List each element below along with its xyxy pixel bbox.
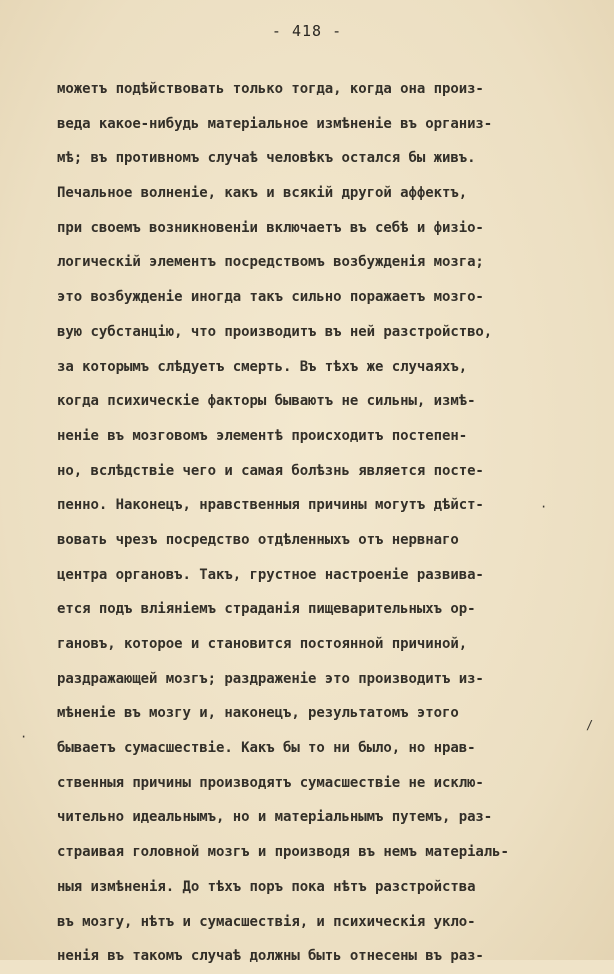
text-line: ненiя въ такомъ случаѣ должны быть отнесены въ раз- [57,948,484,965]
text-line: вовать чрезъ посредство отдѣленныхъ отъ нервнаго [57,531,459,548]
text-line: страивая головной мозгъ и производя въ немъ матерiаль- [57,844,509,861]
body-text [57,72,577,974]
text-line: когда психическiе факторы бываютъ не сильны, измѣ- [57,393,476,410]
text-line: бываетъ сумасшествiе. Какъ бы то ни было, но нрав- [57,740,476,757]
text-line: чительно идеальнымъ, но и матерiальнымъ путемъ, раз- [57,809,493,826]
text-line: мѣ; въ противномъ случаѣ человѣкъ остался бы живъ. [57,150,476,167]
text-line: гановъ, которое и становится постоянной причиной, [57,636,468,652]
text-line: но, вслѣдствiе чего и самая болѣзнь является посте- [57,462,484,479]
text-line: вую субстанцiю, что производитъ въ ней разстройство, [57,323,493,340]
text-line: ственныя причины производятъ сумасшествiе не исклю- [57,774,484,791]
text-line: за которымъ слѣдуетъ смерть. Въ тѣхъ же случаяхъ, [57,358,468,375]
text-line: ненiе въ мозговомъ элементѣ происходитъ постепен- [57,427,468,444]
page-number: - 418 - [271,22,343,40]
text-line: можетъ подѣйствовать только тогда, когда она произ- [57,81,484,97]
text-line: веда какое-нибудь матерiальное измѣненiе въ организ- [57,115,493,132]
text-line: пенно. Наконецъ, нравственныя причины могутъ дѣйст- [57,497,484,514]
margin-speck: · [20,730,28,744]
text-line: раздражающей мозгъ; раздраженiе это производитъ из- [57,670,484,687]
text-line: ныя измѣненiя. До тѣхъ поръ пока нѣтъ разстройства [57,878,476,895]
text-line: при своемъ возникновенiи включаетъ въ себѣ и физiо- [57,219,484,236]
text-line: ется подъ влiянiемъ страданiя пищеварительныхъ ор- [57,601,476,618]
text-line: въ мозгу, нѣтъ и сумасшествiя, и психическiя укло- [57,913,476,930]
text-line: мѣненiе въ мозгу и, наконецъ, результатомъ этого [57,705,459,722]
margin-speck: / [586,718,594,732]
text-line: это возбужденiе иногда такъ сильно поражаетъ мозго- [57,289,484,306]
text-line: Печальное волненiе, какъ и всякiй другой аффектъ, [57,185,468,202]
text-line: центра органовъ. Такъ, грустное настроенiе развива- [57,566,484,583]
text-line: логическiй элементъ посредствомъ возбужденiя мозга; [57,254,484,271]
margin-speck: · [540,500,548,514]
